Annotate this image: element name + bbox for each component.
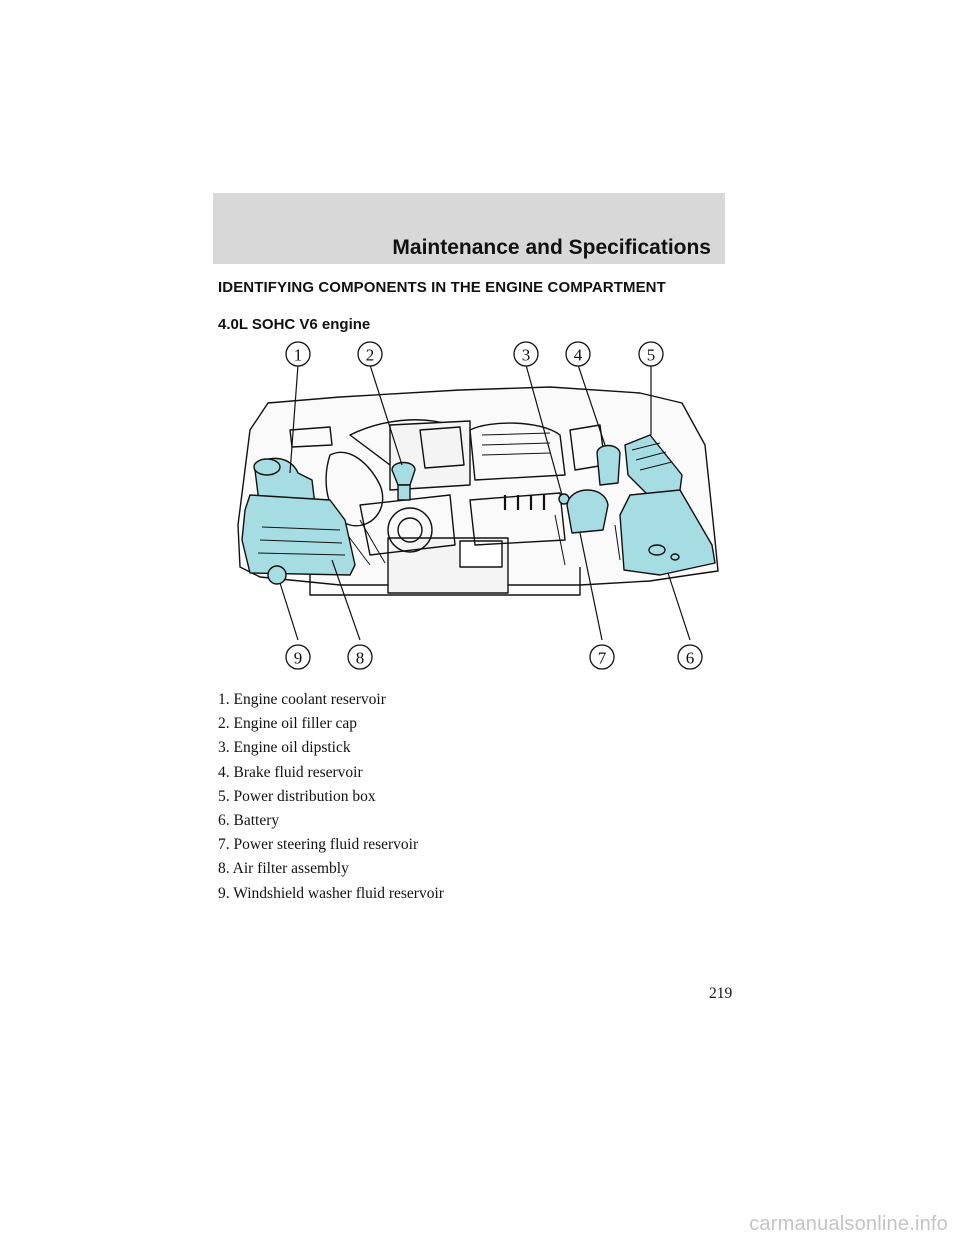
- page-number: 219: [709, 985, 733, 1002]
- legend-item: 6. Battery: [218, 811, 280, 829]
- callout-label-1: 1: [293, 345, 303, 365]
- engine-subheading: 4.0L SOHC V6 engine: [218, 316, 371, 333]
- legend-item: 3. Engine oil dipstick: [218, 739, 351, 757]
- legend-item: 1. Engine coolant reservoir: [218, 691, 386, 708]
- legend-item: 5. Power distribution box: [218, 787, 376, 805]
- watermark: carmanualsonline.info: [749, 1213, 948, 1235]
- callout-line-6: [668, 573, 690, 640]
- engine-compartment-figure: [220, 335, 740, 680]
- callout-label-9: 9: [293, 648, 303, 668]
- legend-item: 9. Windshield washer fluid reservoir: [218, 884, 444, 902]
- callout-label-4: 4: [573, 345, 583, 365]
- oil-filler-neck: [398, 485, 410, 500]
- battery-terminal: [671, 554, 679, 560]
- washer-fluid-cap: [268, 566, 286, 584]
- legend-item: 7. Power steering fluid reservoir: [218, 836, 419, 854]
- callout-label-2: 2: [365, 345, 375, 365]
- page-heading: IDENTIFYING COMPONENTS IN THE ENGINE COMPARTMENT: [218, 279, 666, 296]
- brake-fluid-reservoir: [597, 446, 620, 486]
- callout-label-7: 7: [597, 648, 607, 668]
- battery-terminal: [649, 545, 665, 555]
- callout-label-8: 8: [355, 648, 365, 668]
- legend-item: 2. Engine oil filler cap: [218, 715, 358, 733]
- coolant-reservoir-cap: [254, 459, 280, 475]
- callout-label-3: 3: [521, 345, 531, 365]
- power-steering-reservoir: [567, 490, 608, 533]
- engine-compartment-illustration: [220, 335, 740, 680]
- component-legend: [218, 688, 444, 906]
- callout-line-9: [280, 583, 298, 640]
- legend-item: 8. Air filter assembly: [218, 860, 349, 878]
- section-header: [213, 193, 725, 264]
- section-title: Maintenance and Specifications: [392, 236, 711, 259]
- callout-label-6: 6: [685, 648, 695, 668]
- legend-item: 4. Brake fluid reservoir: [218, 763, 363, 781]
- callout-label-5: 5: [646, 345, 656, 365]
